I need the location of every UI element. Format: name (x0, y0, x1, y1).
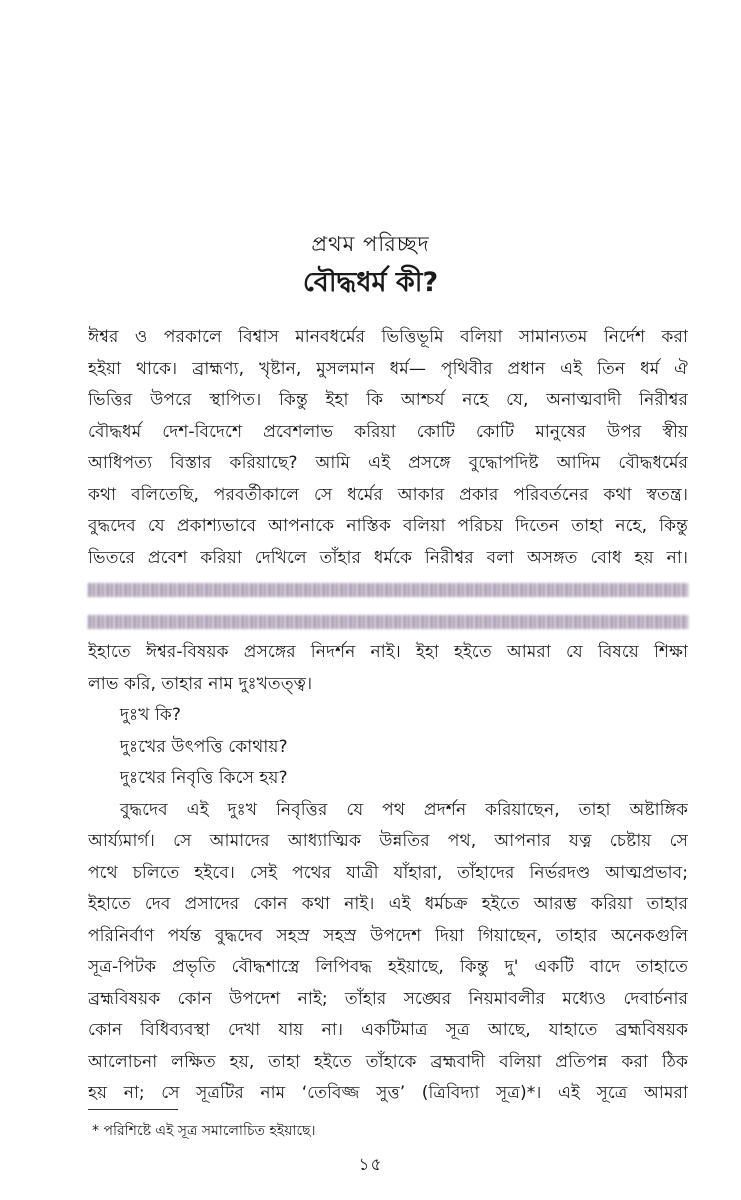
text-line: সূত্র-পিটক প্রভৃতি বৌদ্ধশাস্ত্রে লিপিবদ্ধ হইয়াছে, কিন্তু দু' একটি বাদে তাহাতে (88, 957, 688, 977)
illegible-line (88, 574, 688, 606)
text-line: বৌদ্ধধর্ম দেশ-বিদেশে প্রবেশলাভ করিয়া কোটি কোটি মানুষের উপর স্বীয় (88, 421, 688, 442)
text-line: বুদ্ধদেব এই দুঃখ নিবৃত্তির যে পথ প্রদর্শন করিয়াছেন, তাহা অষ্টাঙ্গিক (120, 799, 688, 820)
text-line: কোন বিধিব্যবস্থা দেখা যায় না। একটিমাত্র সূত্র আছে, যাহাতে ব্রহ্মবিষয়ক (88, 1020, 688, 1040)
text-line: ঈশ্বর ও পরকালে বিশ্বাস মানবধর্মের ভিত্তিভূমি বলিয়া সামান্যতম নির্দেশ করা (88, 327, 688, 347)
body-text (88, 322, 688, 1110)
text-line: ভিত্তির উপরে স্থাপিত। কিন্তু ইহা কি আশ্চর্য নহে যে, অনাত্মবাদী নিরীশ্বর (88, 390, 688, 410)
footnote: * পরিশিষ্টে এই সূত্র সমালোচিত হইয়াছে। (92, 1123, 316, 1139)
text-line: হয় না; সে সূত্রটির নাম ‘তেবিজ্জ সুত্ত’ (ত্রিবিদ্যা সূত্র)*। এই সূত্রে আমরা (88, 1083, 688, 1103)
question-line: দুঃখ কি? (120, 705, 182, 725)
text-line: ইহাতে ঈশ্বর-বিষয়ক প্রসঙ্গের নিদর্শন নাই। ইহা হইতে আমরা যে বিষয়ে শিক্ষা (88, 642, 688, 662)
footnote-divider (88, 1109, 178, 1110)
text-line: আর্য্যমার্গ। সে আমাদের আধ্যাত্মিক উন্নতির পথ, আপনার যত্ন চেষ্টায় সে (88, 831, 688, 851)
question-line: দুঃখের নিবৃত্তি কিসে হয়? (120, 768, 288, 788)
text-line: হইয়া থাকে। ব্রাহ্মণ্য, খৃষ্টান, মুসলমান ধর্ম— পৃথিবীর প্রধান এই তিন ধর্ম ঐ (88, 358, 688, 379)
page-number: ১৫ (358, 1155, 383, 1175)
text-line: পরিনির্বাণ পর্যন্ত বুদ্ধদেব সহস্র সহস্র উপদেশ দিয়া গিয়াছেন, তাহার অনেকগুলি (88, 925, 688, 946)
text-line: ভিতরে প্রবেশ করিয়া দেখিলে তাঁহার ধর্মকে নিরীশ্বর বলা অসঙ্গত বোধ হয় না। (88, 547, 688, 568)
text-line: ব্রহ্মবিষয়ক কোন উপদেশ নাই; তাঁহার সঙ্ঘের নিয়মাবলীর মধ্যেও দেবার্চনার (88, 988, 688, 1009)
text-line: বুদ্ধদেব যে প্রকাশ্যভাবে আপনাকে নাস্তিক বলিয়া পরিচয় দিতেন তাহা নহে, কিন্তু (88, 516, 688, 536)
text-line: পথে চলিতে হইবে। সেই পথের যাত্রী যাঁহারা, তাঁহাদের নির্ভরদণ্ড আত্মপ্রভাব; (88, 862, 688, 883)
text-line: ইহাতে দেব প্রসাদের কোন কথা নাই। এই ধর্মচক্র হইতে আরম্ভ করিয়া তাহার (88, 894, 688, 914)
chapter-label: প্রথম পরিচ্ছদ (311, 232, 430, 256)
text-line: আলোচনা লক্ষিত হয়, তাহা হইতে তাঁহাকে ব্রহ্মবাদী বলিয়া প্রতিপন্ন করা ঠিক (88, 1051, 688, 1072)
chapter-title: বৌদ্ধধর্ম কী? (302, 267, 439, 298)
text-line: লাভ করি, তাহার নাম দুঃখতত্ত্ব। (88, 673, 313, 694)
text-line: আধিপত্য বিস্তার করিয়াছে? আমি এই প্রসঙ্গে বুদ্ধোপদিষ্ট আদিম বৌদ্ধধর্মের (88, 453, 688, 473)
question-line: দুঃখের উৎপত্তি কোথায়? (120, 736, 288, 757)
text-line: কথা বলিতেছি, পরবর্তীকালে সে ধর্মের আকার প্রকার পরিবর্তনের কথা স্বতন্ত্র। (88, 484, 688, 505)
illegible-line (88, 606, 688, 638)
